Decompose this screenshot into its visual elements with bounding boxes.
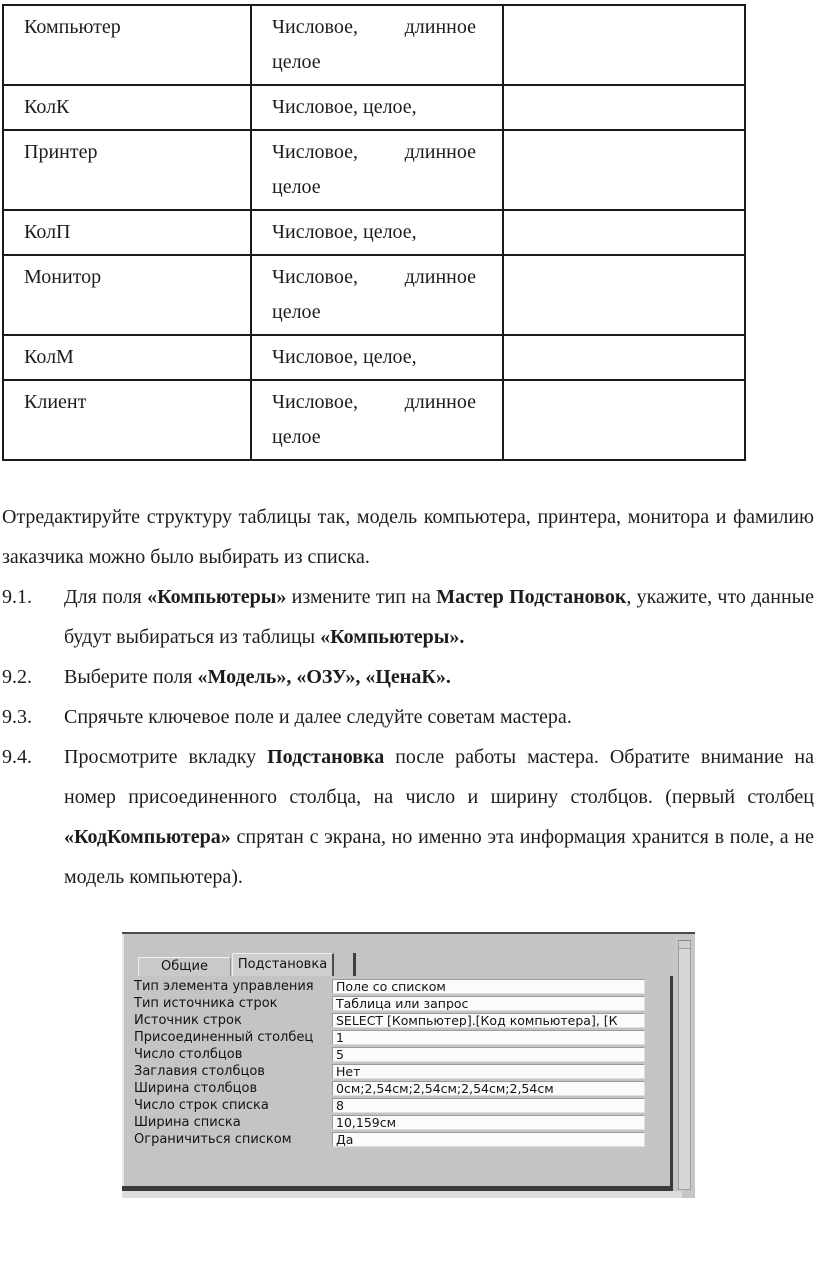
property-label: Тип источника строк [134,996,278,1011]
property-row [124,978,670,995]
property-row [124,1012,670,1029]
property-value-field[interactable]: 8 [332,1098,645,1113]
property-value-field[interactable]: Да [332,1132,645,1147]
empty-cell [503,210,745,255]
property-label: Тип элемента управления [134,979,314,994]
empty-cell [503,255,745,335]
property-value-field[interactable]: Нет [332,1064,645,1079]
list-item-text: Выберите поля «Модель», «ОЗУ», «ЦенаК». [64,666,451,688]
property-label: Ширина списка [134,1115,241,1130]
table-row [3,335,745,380]
property-label: Заглавия столбцов [134,1064,265,1079]
property-label: Источник строк [134,1013,242,1028]
field-name-cell: Компьютер [3,5,251,85]
property-value-field[interactable]: SELECT [Компьютер].[Код компьютера], [К [332,1013,645,1028]
field-type-cell: Числовое, целое, [251,335,503,380]
field-type-cell: Числовое, целое, [251,210,503,255]
field-name-cell: КолП [3,210,251,255]
field-name-cell: Принтер [3,130,251,210]
property-value-field[interactable]: 5 [332,1047,645,1062]
field-type-cell: Числовое, длинное целое [251,5,503,85]
property-label: Присоединенный столбец [134,1030,314,1045]
tab-general[interactable]: Общие [138,957,231,976]
intro-paragraph: Отредактируйте структуру таблицы так, модель компьютера, принтера, монитора и фамилию заказчика можно было выбирать из списка. [2,506,814,568]
empty-cell [503,380,745,460]
list-item-text: Для поля «Компьютеры» измените тип на Мастер Подстановок, укажите, что данные будут выбираться из таблицы «Компьютеры». [64,586,814,648]
property-sheet-panel [122,934,673,1186]
field-name-cell: Клиент [3,380,251,460]
field-name-cell: Монитор [3,255,251,335]
property-label: Число столбцов [134,1047,243,1062]
window-edge-strip [678,940,691,1190]
property-label: Ширина столбцов [134,1081,258,1096]
table-row [3,130,745,210]
table-row [3,5,745,85]
field-types-table [2,4,746,461]
empty-cell [503,5,745,85]
list-item-number: 9.3. [2,706,32,728]
property-row [124,1114,670,1131]
property-label: Ограничиться списком [134,1132,292,1147]
tab-lookup[interactable]: Подстановка [232,953,334,976]
property-row [124,1131,670,1148]
field-type-cell: Числовое, длинное целое [251,380,503,460]
property-value-field[interactable]: 10,159см [332,1115,645,1130]
field-type-cell: Числовое, длинное целое [251,130,503,210]
property-sheet-screenshot [122,932,695,1198]
property-value-field[interactable]: Поле со списком [332,979,645,994]
property-value-field[interactable]: 0см;2,54см;2,54см;2,54см;2,54см [332,1081,645,1096]
table-row [3,85,745,130]
property-label: Число строк списка [134,1098,269,1113]
field-type-cell: Числовое, длинное целое [251,255,503,335]
property-value-field[interactable]: 1 [332,1030,645,1045]
field-name-cell: КолМ [3,335,251,380]
property-row [124,1097,670,1114]
list-item-text: Просмотрите вкладку Подстановка после работы мастера. Обратите внимание на номер присоединенного столбца, на число и ширину столбцов. (первый столбец «КодКомпьютера» спрятан с экрана, но именно эта информация хранится в поле, а не модель компьютера). [64,746,814,888]
tab-divider [353,953,356,976]
table-row [3,380,745,460]
property-row [124,1080,670,1097]
window-edge-notch [679,941,690,949]
property-row [124,1063,670,1080]
empty-cell [503,85,745,130]
table-row [3,255,745,335]
empty-cell [503,335,745,380]
list-item-9-2 [2,657,814,697]
list-item-9-1 [2,577,814,657]
property-row [124,1046,670,1063]
property-value-field[interactable]: Таблица или запрос [332,996,645,1011]
list-item-number: 9.2. [2,666,32,688]
list-item-9-4 [2,737,814,897]
field-name-cell: КолК [3,85,251,130]
list-item-number: 9.1. [2,586,32,608]
field-type-cell: Числовое, целое, [251,85,503,130]
property-grid [124,978,670,1148]
table-row [3,210,745,255]
window-bottom-highlight [122,1191,682,1198]
empty-cell [503,130,745,210]
property-row [124,1029,670,1046]
list-item-text: Спрячьте ключевое поле и далее следуйте советам мастера. [64,706,572,728]
property-row [124,995,670,1012]
list-item-number: 9.4. [2,746,32,768]
list-item-9-3 [2,697,814,737]
instruction-text-block [0,497,816,897]
